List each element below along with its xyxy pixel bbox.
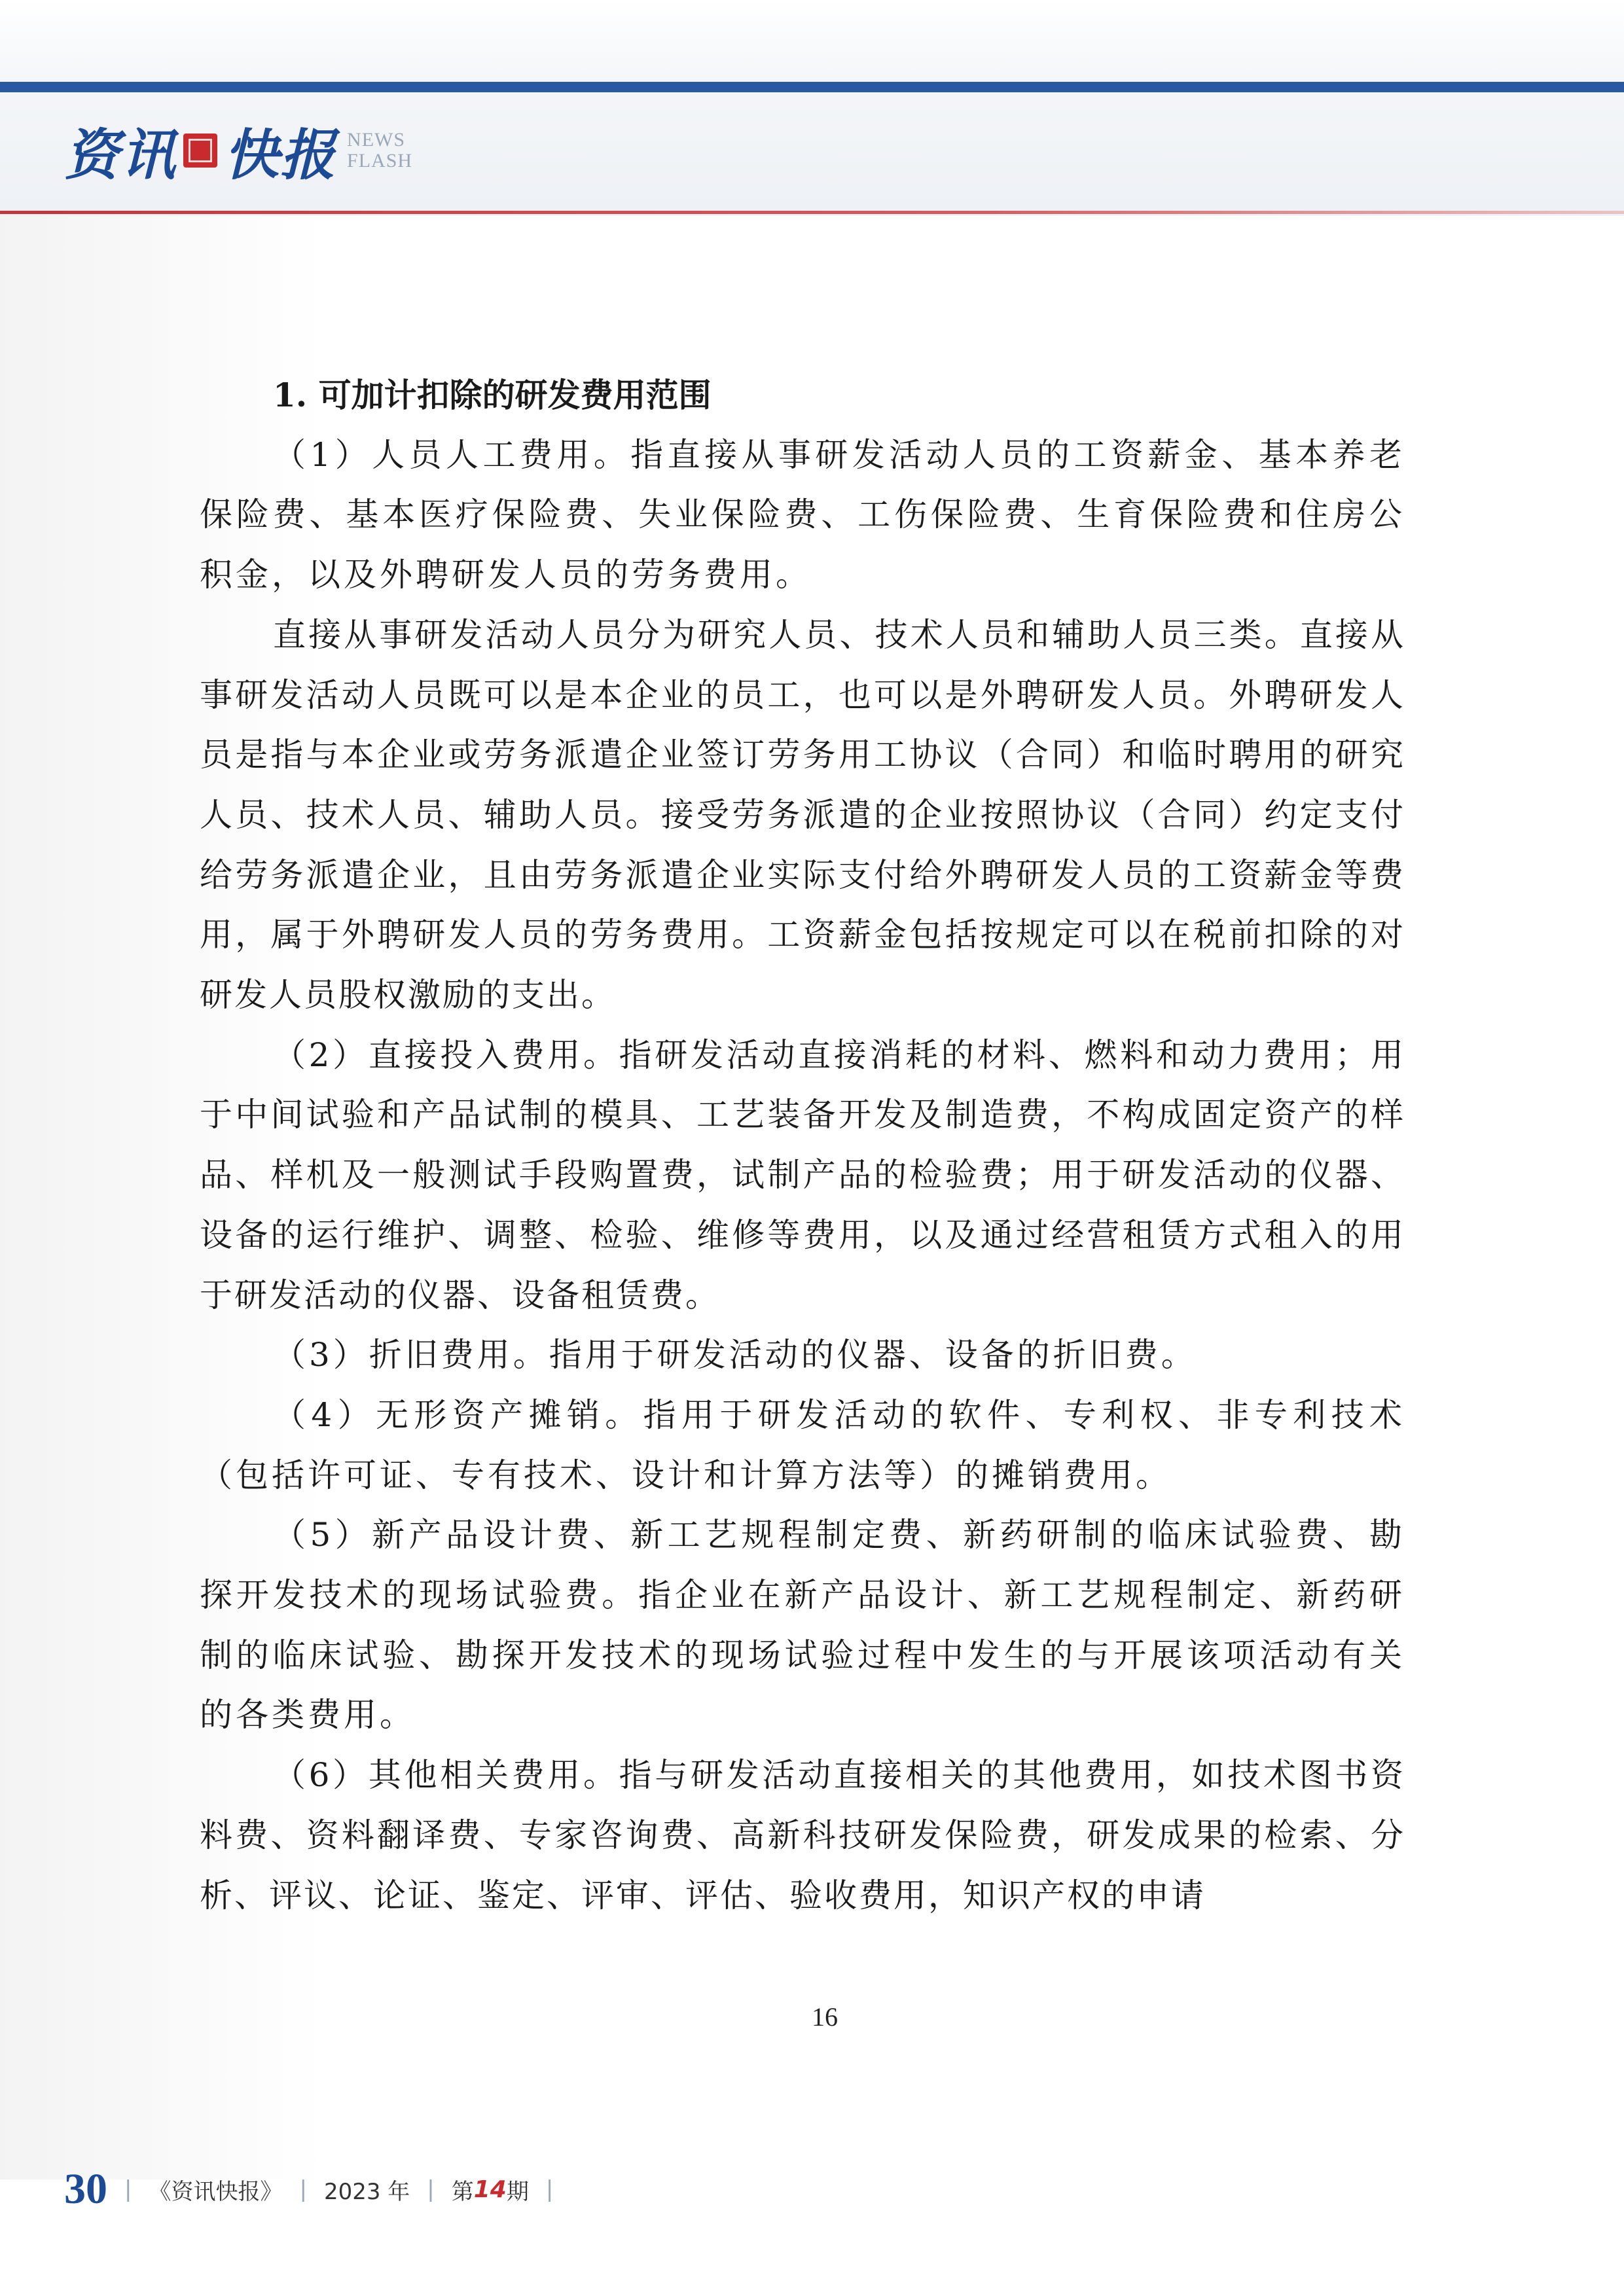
- logo-en-line1: NEWS: [347, 129, 406, 151]
- logo-en-line2: FLASH: [347, 150, 413, 171]
- paragraph: （6）其他相关费用。指与研发活动直接相关的其他费用，如技术图书资料费、资料翻译费、专家咨询费、高新科技研发保险费，研发成果的检索、分析、评议、论证、鉴定、评审、评估、验收费用，知识产权的申请: [200, 1756, 1405, 1914]
- article-body: [200, 365, 1405, 1926]
- header-blue-stripe: [0, 82, 1624, 92]
- section-title: 1. 可加计扣除的研发费用范围: [273, 376, 712, 414]
- footer-divider: |: [124, 2176, 132, 2202]
- footer-issue-prefix: 第: [451, 2178, 474, 2205]
- logo-text-part1: 资讯: [64, 122, 177, 187]
- paragraph: （3）折旧费用。指用于研发活动的仪器、设备的折旧费。: [273, 1336, 1197, 1374]
- footer-page-number: 30: [64, 2165, 107, 2213]
- footer-divider: |: [299, 2176, 307, 2202]
- footer-divider: |: [545, 2176, 554, 2202]
- footer-issue-suffix: 期: [506, 2178, 529, 2205]
- seal-icon: [183, 134, 217, 168]
- paragraph: 直接从事研发活动人员分为研究人员、技术人员和辅助人员三类。直接从事研发活动人员既可以是本企业的员工，也可以是外聘研发人员。外聘研发人员是指与本企业或劳务派遣企业签订劳务用工协议（合同）和临时聘用的研究人员、技术人员、辅助人员。接受劳务派遣的企业按照协议（合同）约定支付给劳务派遣企业，且由劳务派遣企业实际支付给外聘研发人员的工资薪金等费用，属于外聘研发人员的劳务费用。工资薪金包括按规定可以在税前扣除的对研发人员股权激励的支出。: [200, 615, 1405, 1014]
- paragraph: （4）无形资产摊销。指用于研发活动的软件、专利权、非专利技术（包括许可证、专有技术、设计和计算方法等）的摊销费用。: [200, 1395, 1405, 1494]
- paragraph: （1）人员人工费用。指直接从事研发活动人员的工资薪金、基本养老保险费、基本医疗保险费、失业保险费、工伤保险费、生育保险费和住房公积金，以及外聘研发人员的劳务费用。: [200, 435, 1405, 594]
- paragraph: （5）新产品设计费、新工艺规程制定费、新药研制的临床试验费、勘探开发技术的现场试验费。指企业在新产品设计、新工艺规程制定、新药研制的临床试验、勘探开发技术的现场试验过程中发生的与开展该项活动有关的各类费用。: [200, 1516, 1405, 1734]
- logo-text-part2: 快报: [224, 122, 337, 187]
- footer-issue-number: 14: [473, 2176, 507, 2203]
- footer: [64, 2163, 570, 2215]
- footer-year: 2023 年: [323, 2178, 410, 2205]
- footer-publication: 《资讯快报》: [149, 2178, 283, 2205]
- logo-english: [347, 130, 412, 171]
- paragraph: （2）直接投入费用。指研发活动直接消耗的材料、燃料和动力费用；用于中间试验和产品试制的模具、工艺装备开发及制造费，不构成固定资产的样品、样机及一般测试手段购置费，试制产品的检验费；用于研发活动的仪器、设备的运行维护、调整、检验、维修等费用，以及通过经营租赁方式租入的用于研发活动的仪器、设备租赁费。: [200, 1035, 1405, 1314]
- header-red-rule: [0, 211, 1624, 214]
- masthead-logo: [64, 115, 412, 187]
- footer-divider: |: [427, 2176, 435, 2202]
- inner-page-number: 16: [812, 2002, 838, 2032]
